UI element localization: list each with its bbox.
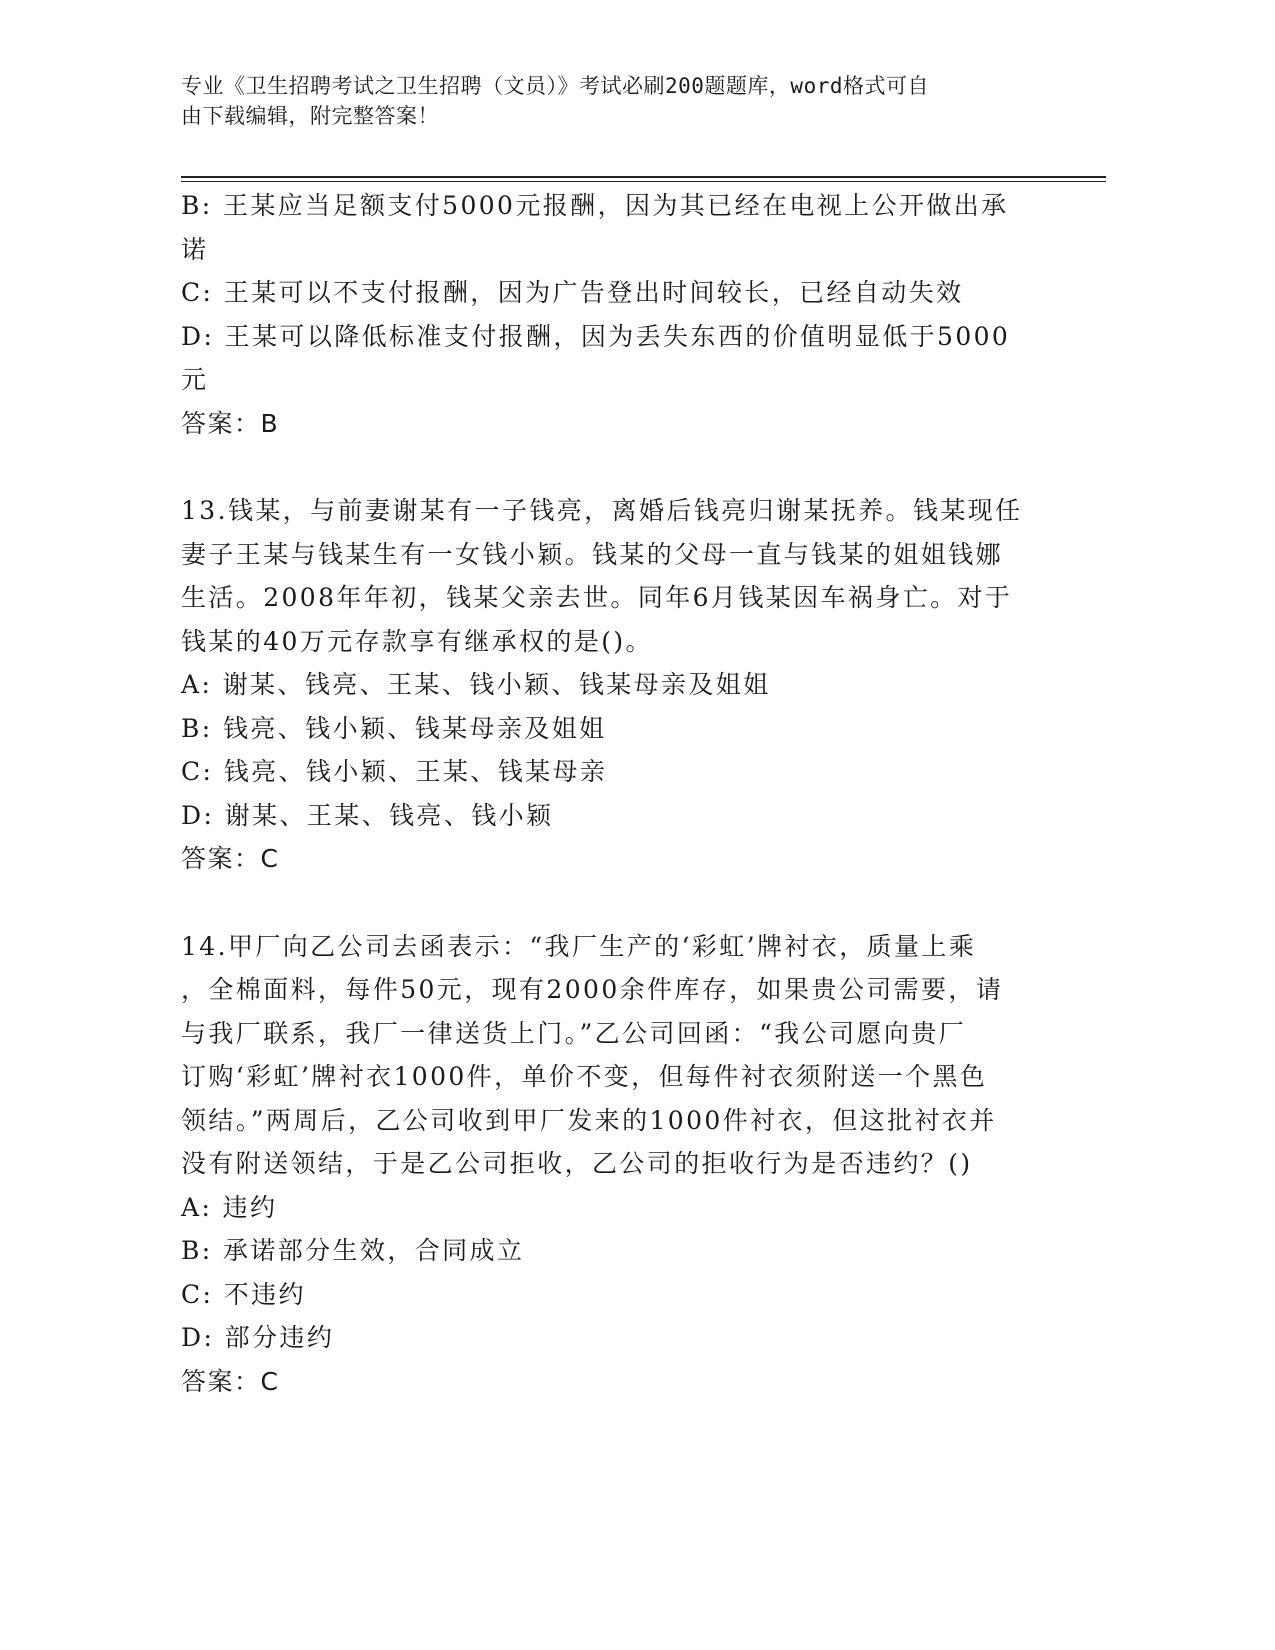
option-d-continued: 元 bbox=[181, 365, 209, 394]
option-d: D: 王某可以降低标准支付报酬，因为丢失东西的价值明显低于5000 bbox=[181, 321, 1011, 351]
option-c: C: 钱亮、钱小颖、王某、钱某母亲 bbox=[181, 757, 608, 786]
document-body bbox=[181, 184, 1041, 1403]
question-stem: 领结。”两周后，乙公司收到甲厂发来的1000件衬衣，但这批衬衣并 bbox=[181, 1105, 997, 1135]
option-b: B: 钱亮、钱小颖、钱某母亲及姐姐 bbox=[181, 713, 607, 743]
answer: 答案：C bbox=[181, 1366, 280, 1396]
option-c: C: 王某可以不支付报酬，因为广告登出时间较长，已经自动失效 bbox=[181, 278, 964, 307]
question-stem: 13.钱某，与前妻谢某有一子钱亮，离婚后钱亮归谢某抚养。钱某现任 bbox=[181, 496, 1023, 525]
option-b: B: 王某应当足额支付5000元报酬，因为其已经在电视上公开做出承 bbox=[181, 191, 1009, 220]
header-line-2: 由下载编辑，附完整答案！ bbox=[181, 104, 439, 128]
question-stem: 订购‘彩虹’牌衬衣1000件，单价不变，但每件衬衣须附送一个黑色 bbox=[181, 1062, 988, 1091]
spacer bbox=[181, 445, 1041, 489]
page-header bbox=[181, 71, 1041, 131]
question-stem: 生活。2008年年初，钱某父亲去世。同年6月钱某因车祸身亡。对于 bbox=[181, 583, 1013, 612]
question-stem: ，全棉面料，每件50元，现有2000余件库存，如果贵公司需要，请 bbox=[181, 975, 1004, 1004]
header-rule-thin bbox=[181, 181, 1106, 182]
question-14 bbox=[181, 925, 1041, 1404]
question-stem: 妻子王某与钱某生有一女钱小颖。钱某的父母一直与钱某的姐姐钱娜 bbox=[181, 539, 1004, 569]
question-stem: 钱某的40万元存款享有继承权的是()。 bbox=[181, 626, 653, 656]
option-d: D: 部分违约 bbox=[181, 1323, 335, 1352]
option-a: A: 谢某、钱亮、王某、钱小颖、钱某母亲及姐姐 bbox=[181, 670, 771, 699]
question-stem: 没有附送领结，于是乙公司拒收，乙公司的拒收行为是否违约？() bbox=[181, 1149, 973, 1178]
option-b: B: 承诺部分生效，合同成立 bbox=[181, 1236, 525, 1265]
spacer bbox=[181, 881, 1041, 925]
option-a: A: 违约 bbox=[181, 1192, 278, 1222]
question-stem: 与我厂联系，我厂一律送货上门。”乙公司回函：“我公司愿向贵厂 bbox=[181, 1018, 967, 1048]
answer: 答案：B bbox=[181, 408, 280, 438]
question-stem: 14.甲厂向乙公司去函表示：“我厂生产的‘彩虹’牌衬衣，质量上乘 bbox=[181, 931, 977, 961]
option-c: C: 不违约 bbox=[181, 1279, 306, 1309]
option-d: D: 谢某、王某、钱亮、钱小颖 bbox=[181, 800, 554, 830]
answer: 答案：C bbox=[181, 844, 280, 873]
question-12-tail bbox=[181, 184, 1041, 445]
header-line-1: 专业《卫生招聘考试之卫生招聘（文员）》考试必刷200题题库，word格式可自 bbox=[181, 74, 929, 98]
question-13 bbox=[181, 489, 1041, 881]
option-b-continued: 诺 bbox=[181, 234, 209, 264]
header-rule-thick bbox=[181, 176, 1106, 178]
